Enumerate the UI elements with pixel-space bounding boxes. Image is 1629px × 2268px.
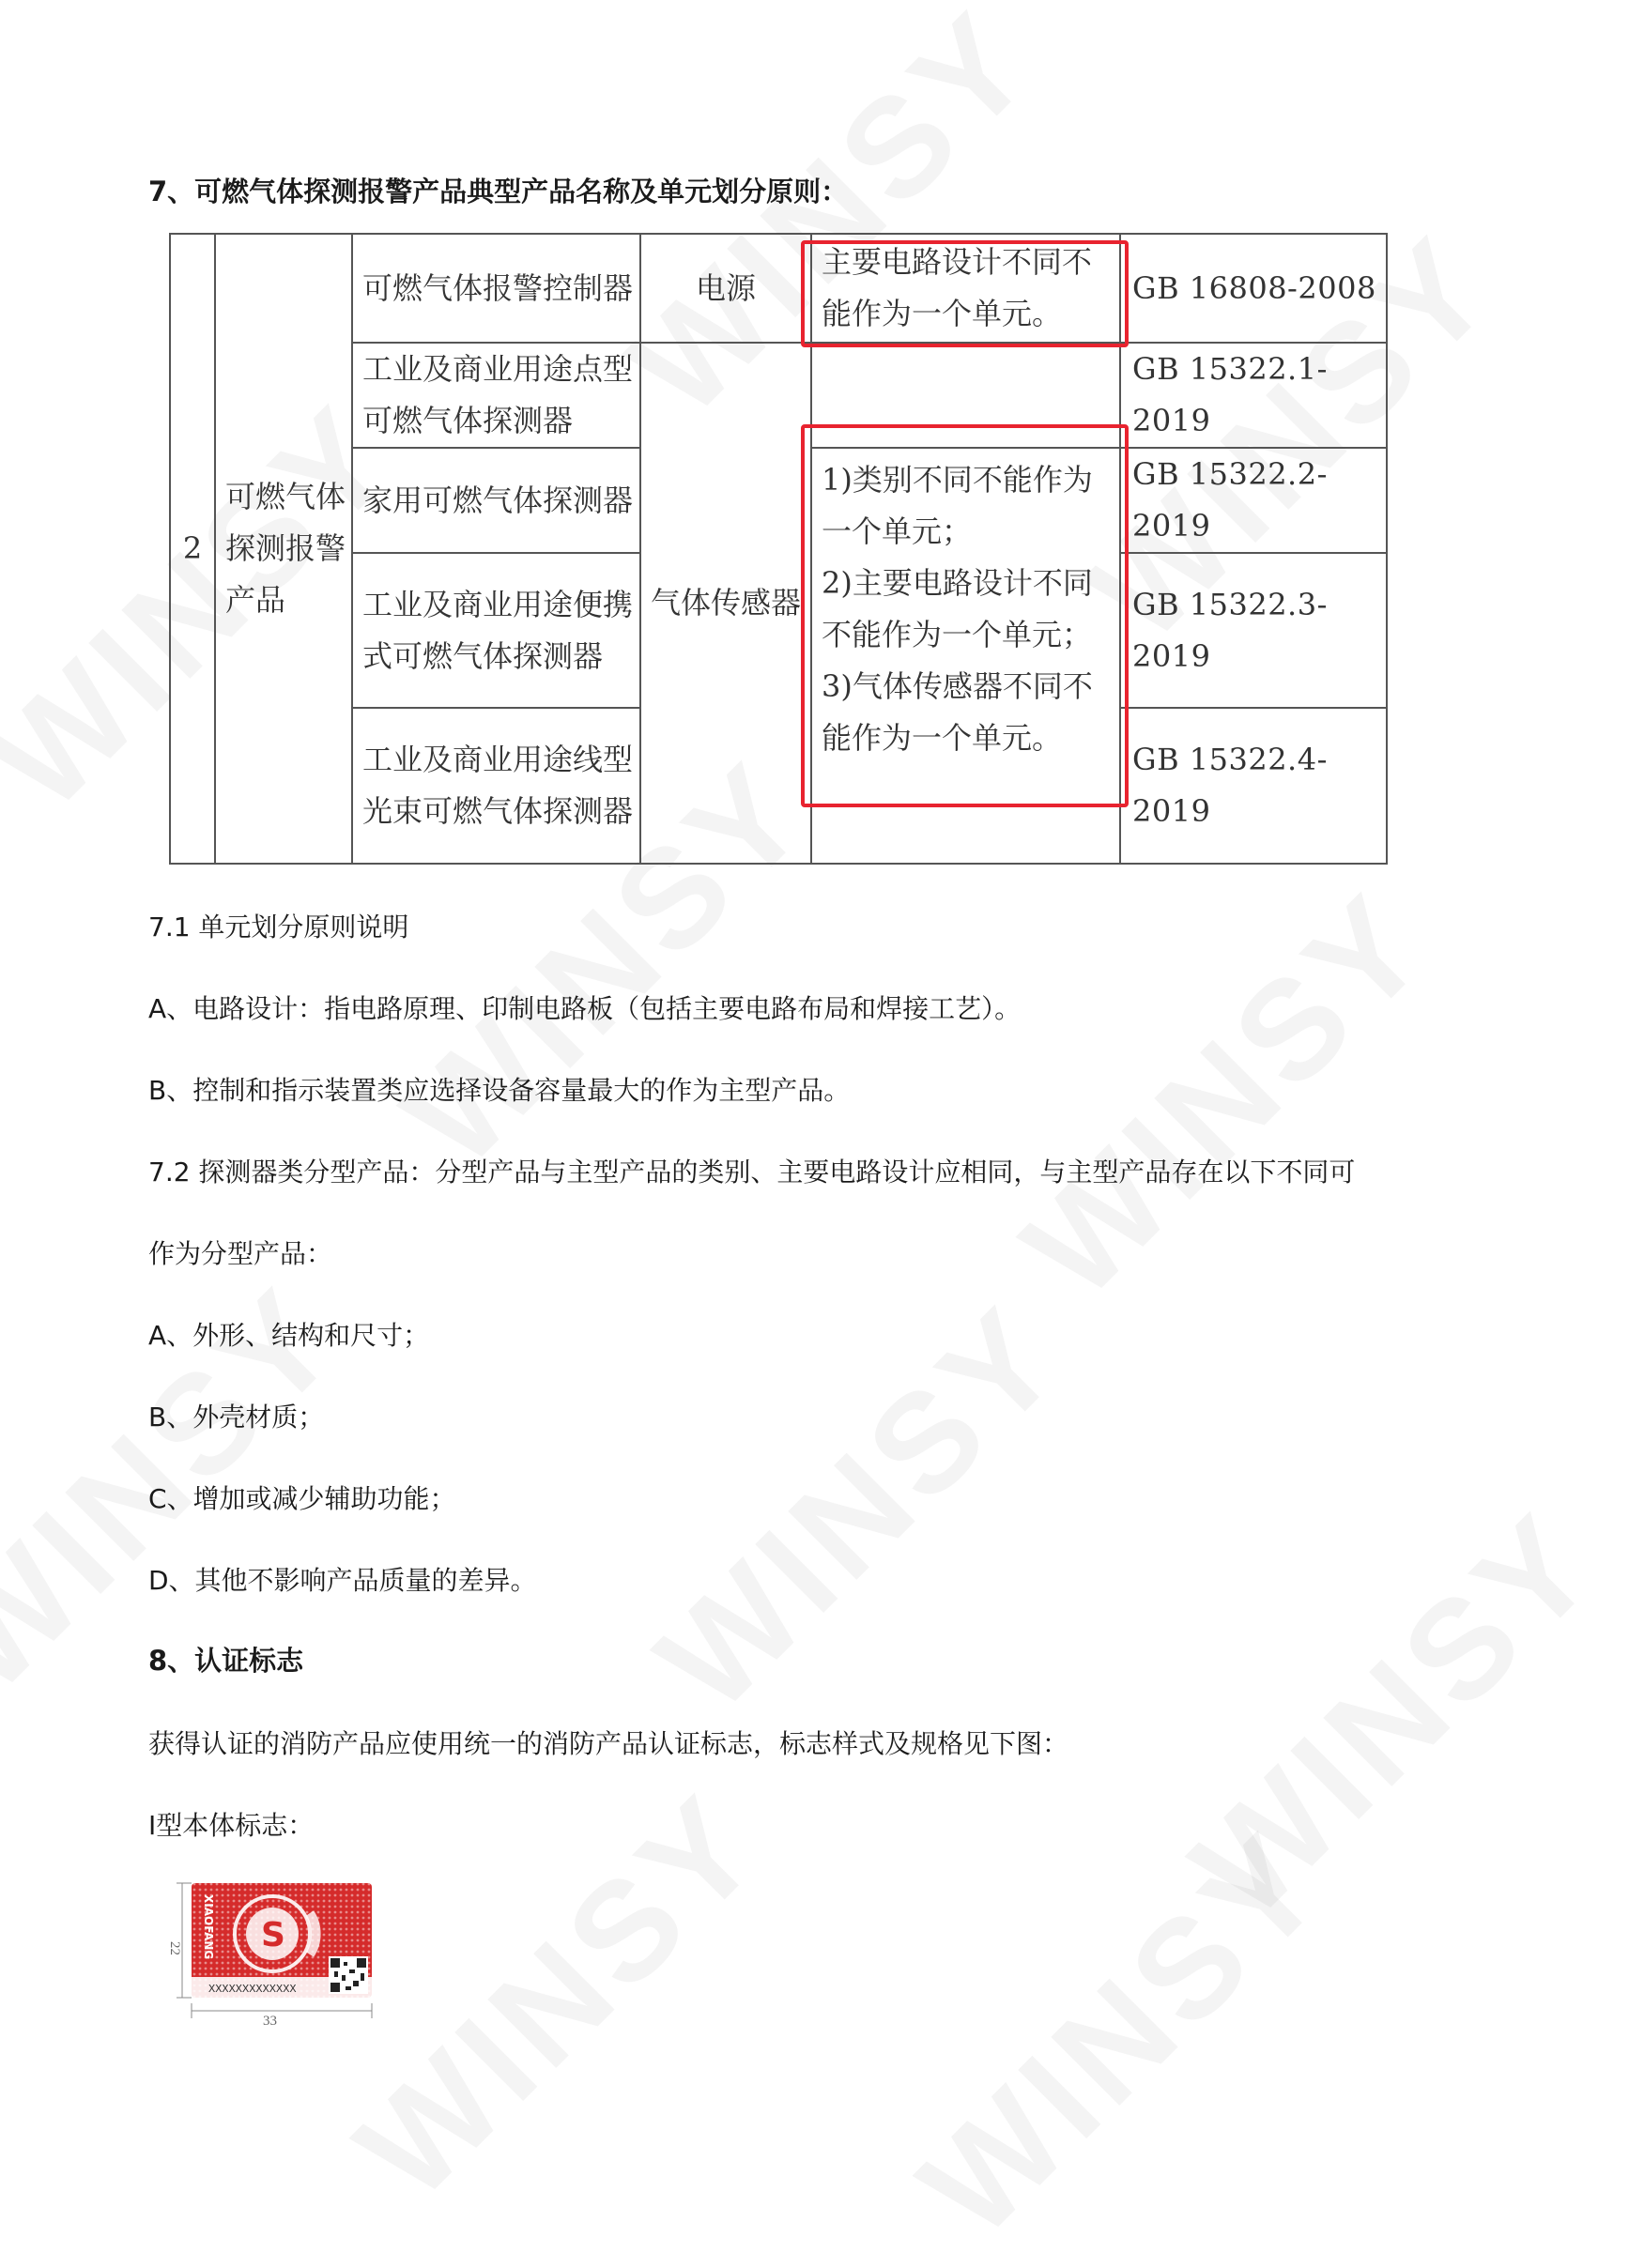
- section7-2-line2: 作为分型产品：: [148, 1238, 333, 1269]
- section8-text: 获得认证的消防产品应使用统一的消防产品认证标志，标志样式及规格见下图：: [148, 1728, 1069, 1759]
- section7-2-item: A、外形、结构和尺寸；: [148, 1320, 430, 1351]
- table-row: [170, 234, 1387, 343]
- height-dimension: 22: [167, 1941, 182, 1955]
- logo-type-label: Ⅰ型本体标志：: [148, 1810, 315, 1841]
- rule-cell: 主要电路设计不同不能作为一个单元。: [811, 234, 1120, 343]
- logo-symbol: S: [261, 1916, 285, 1954]
- section7-2-line1: 7.2 探测器类分型产品：分型产品与主型产品的类别、主要电路设计应相同，与主型产品存在以下不同可: [148, 1157, 1356, 1188]
- unit-cell: 气体传感器: [640, 343, 811, 864]
- product-name-cell: 家用可燃气体探测器: [352, 448, 640, 553]
- section7-2-item: C、增加或减少辅助功能；: [148, 1483, 456, 1514]
- standard-cell: GB 15322.1-2019: [1120, 343, 1387, 448]
- rule-item: 3)气体传感器不同不能作为一个单元。: [822, 668, 1093, 756]
- unit-division-table: [169, 233, 1388, 865]
- product-name-cell: 可燃气体报警控制器: [352, 234, 640, 343]
- standard-cell: GB 15322.2-2019: [1120, 448, 1387, 553]
- certification-logo: [167, 1876, 394, 2029]
- section7-2-item: B、外壳材质；: [148, 1402, 325, 1433]
- section7-1-title: 7.1 单元划分原则说明: [148, 912, 409, 942]
- table-row: [170, 343, 1387, 448]
- product-name-cell: 工业及商业用途便携式可燃气体探测器: [352, 553, 640, 708]
- standard-cell: GB 15322.3-2019: [1120, 553, 1387, 708]
- rule-item: 2)主要电路设计不同不能作为一个单元；: [822, 565, 1093, 652]
- section8-heading: 8、认证标志: [148, 1645, 304, 1677]
- standard-cell: GB 16808-2008: [1120, 234, 1387, 343]
- seq-cell: 2: [170, 234, 215, 864]
- section7-2-item: D、其他不影响产品质量的差异。: [148, 1565, 537, 1596]
- section7-1-item-b: B、控制和指示装置类应选择设备容量最大的作为主型产品。: [148, 1075, 851, 1106]
- section7-heading: 7、可燃气体探测报警产品典型产品名称及单元划分原则：: [148, 176, 849, 207]
- product-name-cell: 工业及商业用途线型光束可燃气体探测器: [352, 708, 640, 864]
- logo-brand-text: XIAOFANG: [202, 1894, 215, 1960]
- certification-logo-figure: [167, 1876, 394, 2029]
- product-name-cell: 工业及商业用途点型可燃气体探测器: [352, 343, 640, 448]
- logo-serial: XXXXXXXXXXXXX: [208, 1983, 297, 1996]
- rule-cell: [811, 448, 1120, 864]
- rule-item: 1)类别不同不能作为一个单元；: [822, 462, 1093, 549]
- section7-1-item-a: A、电路设计：指电路原理、印制电路板（包括主要电路布局和焊接工艺）。: [148, 993, 1022, 1024]
- unit-cell: 电源: [640, 234, 811, 343]
- rule-cell-empty: [811, 343, 1120, 448]
- category-cell: 可燃气体探测报警产品: [215, 234, 352, 864]
- width-dimension: 33: [263, 2014, 277, 2029]
- standard-cell: GB 15322.4-2019: [1120, 708, 1387, 864]
